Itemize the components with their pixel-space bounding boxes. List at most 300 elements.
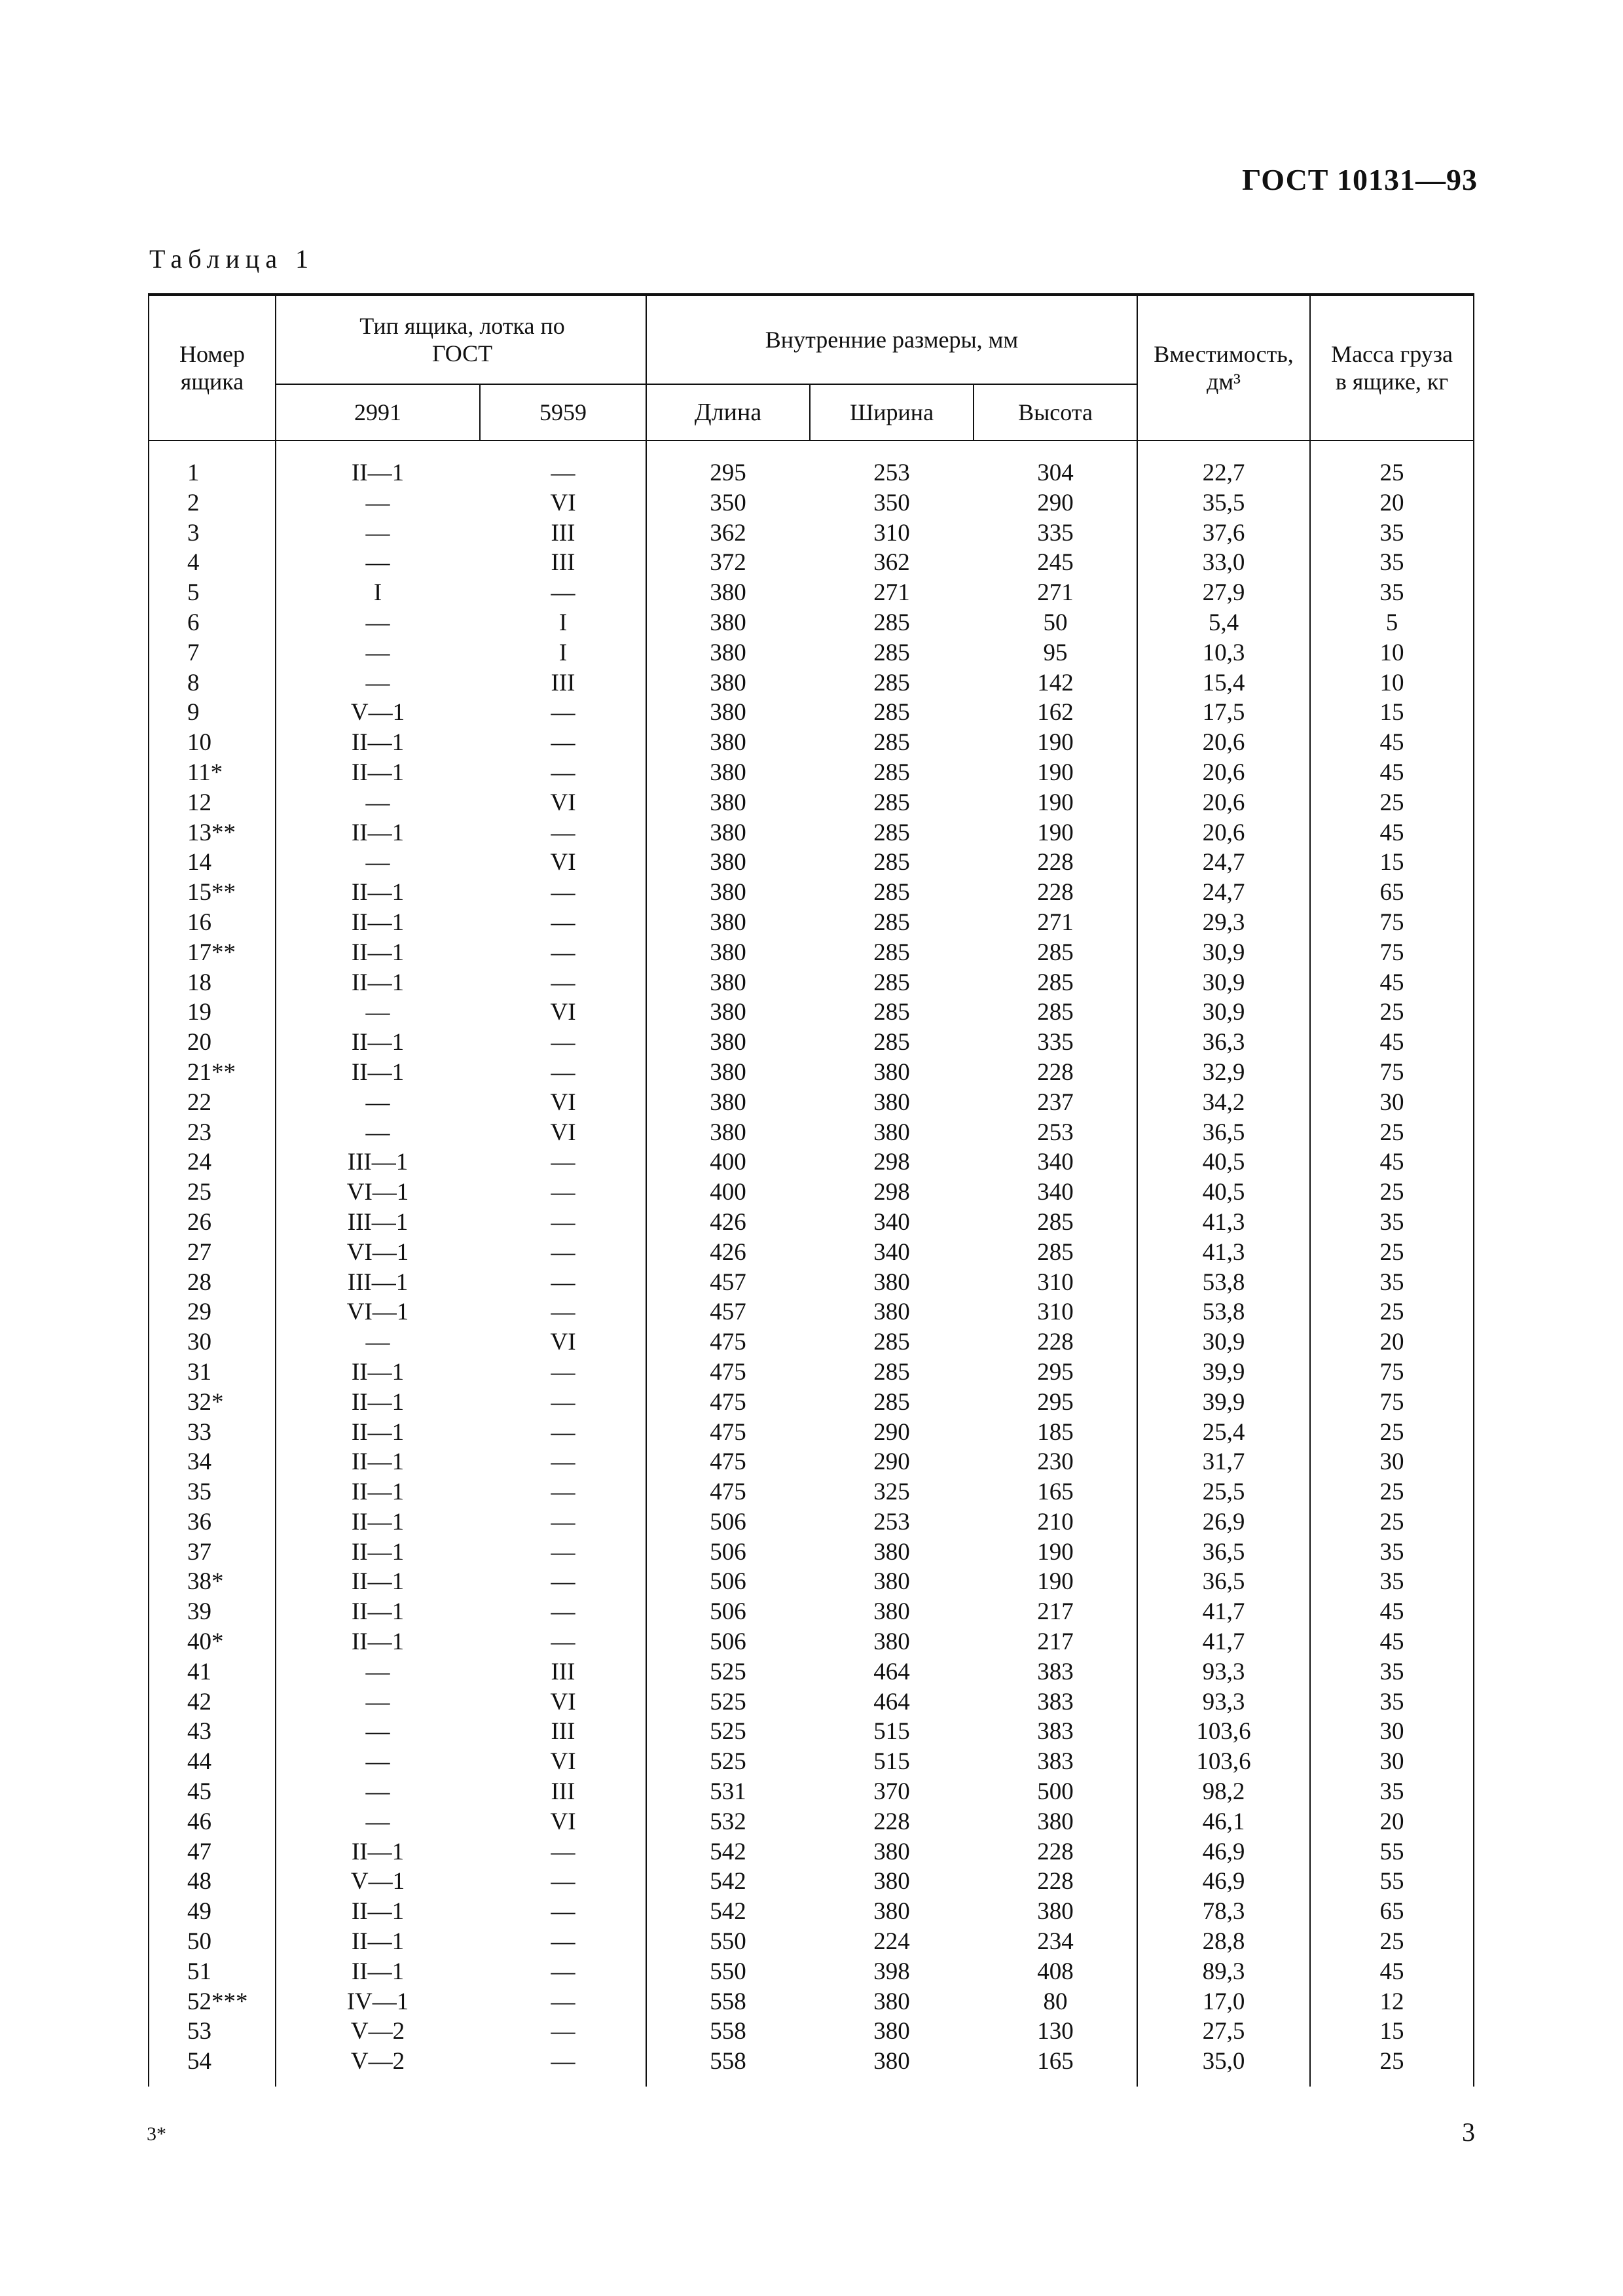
table-cell: 36,3 [1202, 1029, 1245, 1056]
table-cell: 27 [187, 1238, 211, 1266]
table-cell: 515 [873, 1748, 910, 1776]
table-cell: — [551, 1418, 575, 1446]
table-cell: 40* [187, 1628, 224, 1656]
table-cell: 3 [187, 519, 200, 547]
table-cell: 380 [873, 1628, 910, 1656]
table-cell: II—1 [351, 908, 405, 936]
table-cell: 46,1 [1202, 1808, 1245, 1835]
table-cell: 426 [710, 1208, 746, 1236]
table-cell: 35 [1379, 579, 1404, 607]
table-cell: 380 [873, 2018, 910, 2045]
table-cell: 5 [1385, 609, 1398, 636]
table-cell: 42 [187, 1688, 211, 1715]
table-cell: 380 [710, 1029, 746, 1056]
header-type-2991: 2991 [354, 399, 401, 425]
table-cell: — [365, 1119, 390, 1146]
doc-code: ГОСТ 10131—93 [1242, 163, 1478, 196]
table-cell: 383 [1037, 1718, 1074, 1746]
table-cell: 32* [187, 1388, 224, 1416]
table-cell: — [551, 908, 575, 936]
table-cell: — [551, 459, 575, 486]
table-cell: 475 [710, 1388, 746, 1416]
table-cell: 45 [1379, 1598, 1404, 1626]
table-cell: 525 [710, 1748, 746, 1776]
table-cell: 26 [187, 1208, 211, 1236]
table-cell: 75 [1379, 1058, 1404, 1086]
table-cell: V—1 [350, 1868, 405, 1895]
table-cell: 45 [1379, 969, 1404, 996]
table-cell: 228 [1037, 1058, 1074, 1086]
column-2991-values [276, 458, 479, 2077]
table-cell: 22 [187, 1088, 211, 1116]
table-cell: 65 [1379, 1898, 1404, 1926]
table-cell: 380 [710, 1088, 746, 1116]
header-width: Ширина [849, 399, 934, 425]
table-cell: 29 [187, 1299, 211, 1326]
table-cell: 253 [873, 1508, 910, 1535]
table-cell: 457 [710, 1299, 746, 1326]
table-cell: — [365, 849, 390, 876]
table-cell: 335 [1037, 1029, 1074, 1056]
table-cell: 380 [1037, 1898, 1074, 1926]
table-cell: 550 [710, 1928, 746, 1956]
table-cell: — [365, 549, 390, 577]
table-cell: 25 [1379, 1238, 1404, 1266]
table-cell: 31,7 [1202, 1448, 1245, 1476]
table-cell: 54 [187, 2048, 211, 2075]
table-cell: 35 [1379, 1658, 1404, 1685]
table-cell: 24 [187, 1149, 211, 1176]
table-cell: 285 [1037, 1238, 1074, 1266]
table-cell: 13** [187, 819, 236, 846]
table-cell: 15,4 [1202, 669, 1245, 696]
table-cell: 35 [1379, 1778, 1404, 1806]
table-cell: 380 [1037, 1808, 1074, 1835]
table-cell: 41,7 [1202, 1598, 1245, 1626]
column-mass-values [1311, 458, 1473, 2077]
table-cell: 36,5 [1202, 1568, 1245, 1596]
table-cell: 285 [873, 908, 910, 936]
table-cell: 370 [873, 1778, 910, 1806]
table-cell: 34 [187, 1448, 211, 1476]
table-cell: II—1 [351, 1838, 405, 1865]
table-cell: 12 [187, 789, 211, 816]
table-cell: 506 [710, 1628, 746, 1656]
table-cell: 142 [1037, 669, 1074, 696]
table-cell: VI—1 [346, 1299, 409, 1326]
table-cell: 380 [710, 908, 746, 936]
table-cell: 245 [1037, 549, 1074, 577]
table-cell: 20,6 [1202, 759, 1245, 786]
table-cell: VI [550, 1808, 576, 1835]
table-cell: VI [550, 999, 576, 1026]
table-cell: 33 [187, 1418, 211, 1446]
table-cell: 228 [873, 1808, 910, 1835]
table-cell: 34,2 [1202, 1088, 1245, 1116]
table-cell: 45 [1379, 1149, 1404, 1176]
table-cell: 12 [1379, 1988, 1404, 2015]
table-cell: — [551, 1208, 575, 1236]
table-cell: — [551, 699, 575, 726]
table-cell: 20 [1379, 489, 1404, 516]
table-cell: 25 [187, 1179, 211, 1206]
table-cell: 25 [1379, 1299, 1404, 1326]
table-cell: 290 [1037, 489, 1074, 516]
table-cell: 475 [710, 1448, 746, 1476]
table-cell: 65 [1379, 879, 1404, 906]
table-cell: 228 [1037, 879, 1074, 906]
table-cell: — [365, 519, 390, 547]
table-cell: — [551, 2018, 575, 2045]
table-cell: — [365, 999, 390, 1026]
header-dims: Внутренние размеры, мм [765, 327, 1019, 353]
table-cell: 25,4 [1202, 1418, 1245, 1446]
table-cell: 55 [1379, 1838, 1404, 1865]
table-cell: 380 [873, 1088, 910, 1116]
table-cell: 41 [187, 1658, 211, 1685]
table-cell: 380 [873, 1058, 910, 1086]
table-cell: 506 [710, 1508, 746, 1535]
table-cell: III [551, 1778, 575, 1806]
column-capacity-values [1138, 458, 1309, 2077]
table-cell: 25 [1379, 459, 1404, 486]
table-cell: 15 [1379, 849, 1404, 876]
header-length: Длина [694, 399, 762, 426]
table-cell: 383 [1037, 1658, 1074, 1685]
table-cell: II—1 [351, 729, 405, 757]
table-cell: I [558, 639, 568, 666]
table-cell: — [551, 729, 575, 757]
table-cell: III [551, 519, 575, 547]
column-width-values [811, 458, 973, 2077]
table-cell: — [551, 969, 575, 996]
table-cell: 224 [873, 1928, 910, 1956]
table-cell: 95 [1043, 639, 1068, 666]
table-cell: 17,0 [1202, 1988, 1245, 2015]
table-cell: 457 [710, 1268, 746, 1296]
table-cell: V—2 [350, 2048, 405, 2075]
column-5959-values [481, 458, 646, 2077]
table-cell: VI [550, 789, 576, 816]
table-cell: — [551, 1149, 575, 1176]
table-cell: 500 [1037, 1778, 1074, 1806]
table-cell: 228 [1037, 849, 1074, 876]
table-cell: 310 [873, 519, 910, 547]
table-cell: — [365, 489, 390, 516]
table-cell: 25,5 [1202, 1479, 1245, 1506]
table-cell: 75 [1379, 908, 1404, 936]
table-cell: 46 [187, 1808, 211, 1835]
table-cell: 285 [873, 639, 910, 666]
table-cell: 41,7 [1202, 1628, 1245, 1656]
table-cell: II—1 [351, 879, 405, 906]
table-cell: 285 [873, 699, 910, 726]
table-cell: 30,9 [1202, 999, 1245, 1026]
table-cell: 285 [873, 609, 910, 636]
table-cell: II—1 [351, 1628, 405, 1656]
table-cell: 25 [1379, 2048, 1404, 2075]
table-cell: — [551, 759, 575, 786]
table-cell: 558 [710, 2048, 746, 2075]
table-cell: 8 [187, 669, 200, 696]
table-cell: 350 [873, 489, 910, 516]
table-cell: 380 [710, 849, 746, 876]
table-cell: III [551, 1718, 575, 1746]
table-cell: — [551, 579, 575, 607]
table-cell: II—1 [351, 1479, 405, 1506]
table-cell: 285 [1037, 999, 1074, 1026]
table-cell: 45 [1379, 819, 1404, 846]
table-cell: 506 [710, 1568, 746, 1596]
table-cell: 228 [1037, 1329, 1074, 1356]
table-cell: 45 [1379, 1029, 1404, 1056]
table-cell: — [551, 1928, 575, 1956]
table-cell: 20,6 [1202, 819, 1245, 846]
table-cell: III [551, 549, 575, 577]
table-cell: IV—1 [346, 1988, 409, 2015]
table-cell: III—1 [347, 1149, 409, 1176]
table-cell: 285 [873, 819, 910, 846]
table-cell: 165 [1037, 2048, 1074, 2075]
header-number: Номер ящика [179, 341, 246, 395]
table-cell: 515 [873, 1718, 910, 1746]
table-cell: 25 [1379, 1119, 1404, 1146]
table-cell: 285 [873, 939, 910, 966]
table-cell: — [551, 1448, 575, 1476]
table-cell: 475 [710, 1418, 746, 1446]
table-cell: 50 [1043, 609, 1068, 636]
table-cell: 35 [1379, 1538, 1404, 1566]
table-cell: 16 [187, 908, 211, 936]
table-cell: 25 [1379, 789, 1404, 816]
table-cell: 18 [187, 969, 211, 996]
table-cell: 380 [710, 879, 746, 906]
table-cell: 380 [710, 819, 746, 846]
table-cell: 340 [1037, 1179, 1074, 1206]
table-cell: 17,5 [1202, 699, 1245, 726]
table-cell: 29,3 [1202, 908, 1245, 936]
table-cell: 290 [873, 1448, 910, 1476]
table-cell: 15 [1379, 2018, 1404, 2045]
table-cell: 75 [1379, 1358, 1404, 1386]
table-cell: 380 [710, 609, 746, 636]
table-cell: 310 [1037, 1268, 1074, 1296]
table-cell: 464 [873, 1658, 910, 1685]
table-cell: 234 [1037, 1928, 1074, 1956]
table-cell: — [551, 939, 575, 966]
table-cell: 36,5 [1202, 1119, 1245, 1146]
table-cell: 80 [1043, 1988, 1068, 2015]
table-cell: 53 [187, 2018, 211, 2045]
table-cell: 362 [710, 519, 746, 547]
table-cell: III [551, 669, 575, 696]
table-cell: 190 [1037, 1538, 1074, 1566]
table-cell: 398 [873, 1958, 910, 1985]
header-bottom-rule [148, 440, 1474, 441]
table-cell: II—1 [351, 819, 405, 846]
table-cell: 285 [873, 969, 910, 996]
table-cell: 285 [1037, 939, 1074, 966]
table-cell: 475 [710, 1358, 746, 1386]
table-cell: — [365, 609, 390, 636]
table-cell: 39,9 [1202, 1358, 1245, 1386]
table-cell: III [551, 1658, 575, 1685]
table-cell: 39,9 [1202, 1388, 1245, 1416]
table-cell: II—1 [351, 1928, 405, 1956]
table-cell: 28 [187, 1268, 211, 1296]
table-cell: 41,3 [1202, 1208, 1245, 1236]
table-cell: 525 [710, 1688, 746, 1715]
table-cell: 210 [1037, 1508, 1074, 1535]
table-cell: 30,9 [1202, 939, 1245, 966]
table-cell: VI—1 [346, 1238, 409, 1266]
table-cell: 45 [187, 1778, 211, 1806]
table-cell: 93,3 [1202, 1688, 1245, 1715]
table-cell: 40,5 [1202, 1149, 1245, 1176]
table-cell: — [551, 1568, 575, 1596]
table-cell: 37,6 [1202, 519, 1245, 547]
table-cell: 9 [187, 699, 200, 726]
table-cell: 35 [1379, 549, 1404, 577]
table-cell: 10 [1379, 669, 1404, 696]
table-cell: — [551, 819, 575, 846]
table-cell: 93,3 [1202, 1658, 1245, 1685]
table-cell: 7 [187, 639, 200, 666]
col-divider [148, 296, 149, 2087]
table-cell: 542 [710, 1868, 746, 1895]
table-cell: — [551, 1479, 575, 1506]
table-cell: 35 [1379, 1208, 1404, 1236]
table-cell: — [551, 1598, 575, 1626]
table-cell: — [551, 1388, 575, 1416]
table-cell: 11* [187, 759, 223, 786]
table-cell: 271 [1037, 579, 1074, 607]
header-mass: Масса груза в ящике, кг [1331, 341, 1453, 395]
table-cell: 5,4 [1208, 609, 1239, 636]
footer-left-mark: 3* [147, 2123, 166, 2145]
table-cell: 217 [1037, 1628, 1074, 1656]
table-cell: VI [550, 489, 576, 516]
table-cell: — [551, 2048, 575, 2075]
table-cell: 35 [1379, 519, 1404, 547]
table-cell: — [551, 1538, 575, 1566]
table-cell: 550 [710, 1958, 746, 1985]
table-cell: 162 [1037, 699, 1074, 726]
table-cell: 30,9 [1202, 969, 1245, 996]
table-cell: — [551, 1868, 575, 1895]
table-cell: 5 [187, 579, 200, 607]
table-cell: 295 [1037, 1388, 1074, 1416]
table-cell: — [365, 789, 390, 816]
table-cell: 380 [873, 1268, 910, 1296]
table-cell: 506 [710, 1538, 746, 1566]
table-cell: 506 [710, 1598, 746, 1626]
table-cell: 380 [873, 1568, 910, 1596]
table-cell: 380 [710, 759, 746, 786]
table-cell: — [551, 1238, 575, 1266]
table-cell: 380 [873, 1299, 910, 1326]
table-cell: 40,5 [1202, 1179, 1245, 1206]
table-cell: 185 [1037, 1418, 1074, 1446]
table-cell: 271 [1037, 908, 1074, 936]
table-cell: II—1 [351, 1058, 405, 1086]
table-cell: 53,8 [1202, 1299, 1245, 1326]
table-cell: 27,9 [1202, 579, 1245, 607]
header-type: Тип ящика, лотка по ГОСТ [359, 313, 565, 367]
table-cell: II—1 [351, 939, 405, 966]
table-cell: 350 [710, 489, 746, 516]
table-cell: — [551, 1988, 575, 2015]
table-cell: 295 [1037, 1358, 1074, 1386]
table-cell: 35 [187, 1479, 211, 1506]
table-cell: — [551, 1358, 575, 1386]
page-number: 3 [1462, 2117, 1475, 2147]
table-cell: 25 [1379, 1928, 1404, 1956]
column-length-values [647, 458, 809, 2077]
table-cell: 380 [873, 1538, 910, 1566]
table-cell: 41,3 [1202, 1238, 1245, 1266]
table-cell: 426 [710, 1238, 746, 1266]
table-cell: 190 [1037, 1568, 1074, 1596]
table-cell: II—1 [351, 1388, 405, 1416]
table-cell: 190 [1037, 759, 1074, 786]
table-cell: 285 [873, 789, 910, 816]
table-cell: 285 [1037, 969, 1074, 996]
table-cell: VI [550, 849, 576, 876]
table-cell: 89,3 [1202, 1958, 1245, 1985]
table-cell: 408 [1037, 1958, 1074, 1985]
table-cell: 26,9 [1202, 1508, 1245, 1535]
table-cell: 48 [187, 1868, 211, 1895]
table-cell: II—1 [351, 1418, 405, 1446]
table-cell: 53,8 [1202, 1268, 1245, 1296]
table-cell: 253 [1037, 1119, 1074, 1146]
table-cell: 36 [187, 1508, 211, 1535]
table-cell: — [365, 1718, 390, 1746]
table-cell: 20,6 [1202, 789, 1245, 816]
table-cell: 310 [1037, 1299, 1074, 1326]
table-cell: 475 [710, 1329, 746, 1356]
table-cell: 37 [187, 1538, 211, 1566]
table-cell: 380 [873, 1988, 910, 2015]
table-cell: 51 [187, 1958, 211, 1985]
table-cell: 380 [873, 1898, 910, 1926]
table-cell: — [365, 669, 390, 696]
table-cell: 380 [710, 579, 746, 607]
table-cell: 295 [710, 459, 746, 486]
table-cell: 340 [873, 1238, 910, 1266]
table-cell: 340 [1037, 1149, 1074, 1176]
table-cell: 380 [710, 1119, 746, 1146]
table-cell: — [365, 1329, 390, 1356]
table-cell: — [551, 1029, 575, 1056]
table-cell: 36,5 [1202, 1538, 1245, 1566]
table-cell: 285 [873, 1029, 910, 1056]
table-cell: 43 [187, 1718, 211, 1746]
table-cell: 380 [710, 1058, 746, 1086]
table-cell: 290 [873, 1418, 910, 1446]
table-cell: V—2 [350, 2018, 405, 2045]
table-cell: 271 [873, 579, 910, 607]
table-cell: 20,6 [1202, 729, 1245, 757]
table-cell: 15 [1379, 699, 1404, 726]
table-cell: — [551, 1898, 575, 1926]
header-capacity: Вместимость, дм³ [1154, 341, 1294, 395]
table-cell: 532 [710, 1808, 746, 1835]
col-divider [1473, 296, 1474, 2087]
table-cell: 75 [1379, 1388, 1404, 1416]
table-caption: Таблица 1 [149, 244, 315, 274]
